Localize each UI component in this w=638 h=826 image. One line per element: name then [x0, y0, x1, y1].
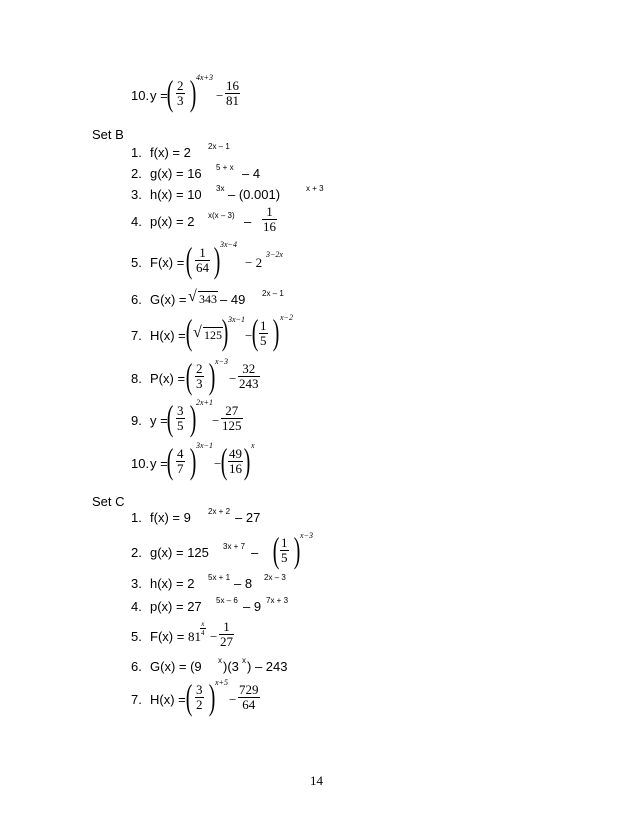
- right-paren: ): [221, 312, 229, 352]
- left-paren: (: [185, 356, 193, 396]
- rhs-fraction: $\frac{1}{16}$: [263, 204, 276, 234]
- exponent: 2x – 1: [208, 142, 230, 151]
- item-number: 7.: [131, 692, 142, 707]
- exponent: 5x – 6: [216, 596, 238, 605]
- set-c-heading: Set C: [92, 494, 125, 509]
- fractional-exponent: $\frac{x}{4}$: [201, 620, 205, 637]
- exponent: 2x + 2: [208, 507, 231, 516]
- item-number: 2.: [131, 545, 142, 560]
- base: 81: [188, 629, 201, 644]
- base-fraction: $\frac{1}{5}$: [281, 535, 288, 565]
- function-expression: p(x) = 27: [150, 599, 202, 614]
- exponent: x+5: [215, 678, 228, 687]
- minus-sign: −: [229, 371, 237, 386]
- set-b-heading: Set B: [92, 127, 124, 142]
- exponent: x: [218, 656, 222, 665]
- function-lhs: H(x) =: [150, 692, 186, 707]
- function-lhs: F(x) =: [150, 255, 185, 270]
- item-number: 9.: [131, 413, 142, 428]
- item-number: 3.: [131, 187, 142, 202]
- right-paren: ): [189, 441, 197, 481]
- right-paren: ): [272, 312, 280, 352]
- rhs-fraction: $\frac{32}{243}$: [239, 361, 259, 391]
- exponent: 2x – 1: [262, 289, 284, 298]
- right-paren: ): [208, 677, 216, 717]
- exponent: x + 3: [306, 184, 324, 193]
- function-lhs: y =: [150, 456, 168, 471]
- rhs-fraction: $\frac{729}{64}$: [239, 682, 259, 712]
- item-number: 4.: [131, 214, 142, 229]
- right-paren: ): [189, 73, 197, 113]
- function-expression: G(x) = (9: [150, 659, 202, 674]
- exponent: x−3: [215, 357, 228, 366]
- item-number: 8.: [131, 371, 142, 386]
- rhs-fraction: $\frac{16}{81}$: [226, 78, 239, 108]
- radical-sign: √: [188, 288, 197, 305]
- left-paren: (: [251, 312, 259, 352]
- minus-sign: − 2: [245, 255, 263, 270]
- right-paren: ): [243, 441, 251, 481]
- minus-sign: −: [245, 328, 253, 343]
- left-paren: (: [185, 312, 193, 352]
- base-fraction: $\frac{1}{5}$: [260, 318, 267, 348]
- minus-sign: −: [229, 692, 237, 707]
- minus-sign: −: [214, 456, 222, 471]
- expression-middle: – 9: [243, 599, 262, 614]
- exponent: x: [251, 441, 255, 450]
- function-expression: h(x) = 2: [150, 576, 195, 591]
- expression-middle: – 8: [234, 576, 253, 591]
- base-fraction: $\frac{2}{3}$: [196, 361, 203, 391]
- left-paren: (: [185, 677, 193, 717]
- radicand: 125: [204, 328, 222, 342]
- item-number: 3.: [131, 576, 142, 591]
- exponent: 5x + 1: [208, 573, 231, 582]
- left-paren: (: [272, 530, 280, 570]
- left-paren: (: [166, 398, 174, 438]
- base-fraction: $\frac{4}{7}$: [177, 446, 184, 476]
- function-expression: g(x) = 125: [150, 545, 209, 560]
- item-number: 2.: [131, 166, 142, 181]
- expression-middle: – 49: [220, 292, 246, 307]
- exponent: 7x + 3: [266, 596, 289, 605]
- radical-sign: √: [193, 324, 202, 341]
- exponent: 3x: [216, 184, 225, 193]
- expression-middle: )(3: [223, 659, 239, 674]
- base-fraction: $\frac{2}{3}$: [177, 78, 184, 108]
- function-lhs: y =: [150, 413, 168, 428]
- minus-sign: –: [244, 214, 252, 229]
- function-lhs: P(x) =: [150, 371, 186, 386]
- item-number: 10.: [131, 88, 150, 103]
- exponent: x: [242, 656, 246, 665]
- exponent: 5 + x: [216, 163, 234, 172]
- base-fraction: $\frac{3}{2}$: [196, 682, 203, 712]
- exponent: 2x – 3: [264, 573, 286, 582]
- function-expression: f(x) = 9: [150, 510, 191, 525]
- item-number: 4.: [131, 599, 142, 614]
- exponent: 3x−1: [196, 441, 213, 450]
- item-number: 7.: [131, 328, 142, 343]
- item-number: 1.: [131, 145, 142, 160]
- item-number: 6.: [131, 659, 142, 674]
- minus-sign: −: [216, 88, 224, 103]
- left-paren: (: [185, 240, 193, 280]
- minus-sign: −: [212, 413, 220, 428]
- function-expression: f(x) = 2: [150, 145, 191, 160]
- item-number: 6.: [131, 292, 142, 307]
- radicand: 343: [199, 292, 217, 306]
- function-lhs: y =: [150, 88, 168, 103]
- minus-sign: −: [210, 629, 218, 644]
- expression-middle: – (0.001): [228, 187, 281, 202]
- item-number: 1.: [131, 510, 142, 525]
- exponent: x(x – 3): [208, 211, 235, 220]
- exponent: 3x−1: [228, 315, 245, 324]
- right-paren: ): [189, 398, 197, 438]
- function-expression: g(x) = 16: [150, 166, 202, 181]
- base-fraction: $\frac{3}{5}$: [177, 403, 184, 433]
- item-number: 5.: [131, 629, 142, 644]
- exponent: 3x−4: [220, 240, 237, 249]
- function-expression: p(x) = 2: [150, 214, 195, 229]
- exponent: x−3: [300, 531, 313, 540]
- function-expression: h(x) = 10: [150, 187, 202, 202]
- exponent: 4x+3: [196, 73, 213, 82]
- function-lhs: H(x) =: [150, 328, 186, 343]
- base-fraction: $\frac{49}{16}$: [229, 446, 242, 476]
- minus-sign: –: [251, 545, 259, 560]
- base-fraction: $\frac{1}{64}$: [196, 245, 209, 275]
- page-number: 14: [310, 773, 323, 788]
- exponent: 2x+1: [196, 398, 213, 407]
- left-paren: (: [166, 441, 174, 481]
- item-number: 10.: [131, 456, 150, 471]
- item-number: 5.: [131, 255, 142, 270]
- right-paren: ): [293, 530, 301, 570]
- function-lhs: F(x) =: [150, 629, 185, 644]
- exponent: 3x + 7: [223, 542, 246, 551]
- left-paren: (: [220, 441, 228, 481]
- function-lhs: G(x) =: [150, 292, 187, 307]
- right-paren: ): [208, 356, 216, 396]
- rhs-fraction: $\frac{1}{27}$: [220, 619, 233, 649]
- expression-tail: – 27: [235, 510, 261, 525]
- expression-tail: – 4: [242, 166, 261, 181]
- expression-tail: ) – 243: [247, 659, 288, 674]
- exponent: 3−2x: [266, 250, 283, 259]
- exponent: x−2: [280, 313, 293, 322]
- left-paren: (: [166, 73, 174, 113]
- right-paren: ): [213, 240, 221, 280]
- rhs-fraction: $\frac{27}{125}$: [222, 403, 242, 433]
